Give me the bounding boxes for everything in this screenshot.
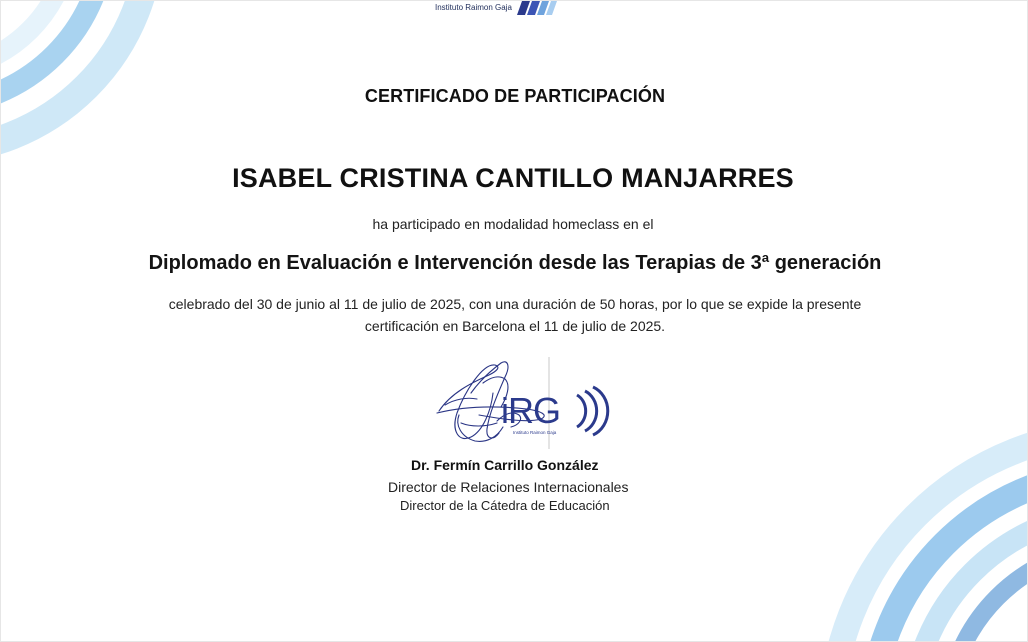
signer-name: Dr. Fermín Carrillo González [411,457,599,473]
brand-stripes-icon [516,1,558,15]
details-line-2: certificación en Barcelona el 11 de julio de 2025. [364,318,666,334]
irg-logo-subtext: Instituto Raimon Gaja [513,430,557,435]
bottom-right-arcs [831,431,1028,642]
wave-arcs-icon [577,387,608,435]
certificate-title: CERTIFICADO DE PARTICIPACIÓN [364,86,666,106]
course-name: Diplomado en Evaluación e Intervención desde las Terapias de 3ª generación [148,252,882,274]
certificate-details [1,293,1028,337]
intro-text: ha participado en modalidad homeclass en el [372,216,654,232]
signer-role-2: Director de la Cátedra de Educación [400,498,610,513]
signature-area [431,353,621,453]
institute-name: Instituto Raimon Gaja [435,3,512,12]
header-logo [435,1,558,15]
recipient-name: ISABEL CRISTINA CANTILLO MANJARRES [232,163,794,193]
irg-logo-text: iRG [501,390,560,431]
details-line-1: celebrado del 30 de junio al 11 de julio de 2025, con una duración de 50 horas, por lo que se expide la presente [168,296,862,312]
top-left-arcs [1,1,151,151]
signer-role-1: Director de Relaciones Internacionales [388,479,629,495]
handwritten-signature [431,353,621,453]
